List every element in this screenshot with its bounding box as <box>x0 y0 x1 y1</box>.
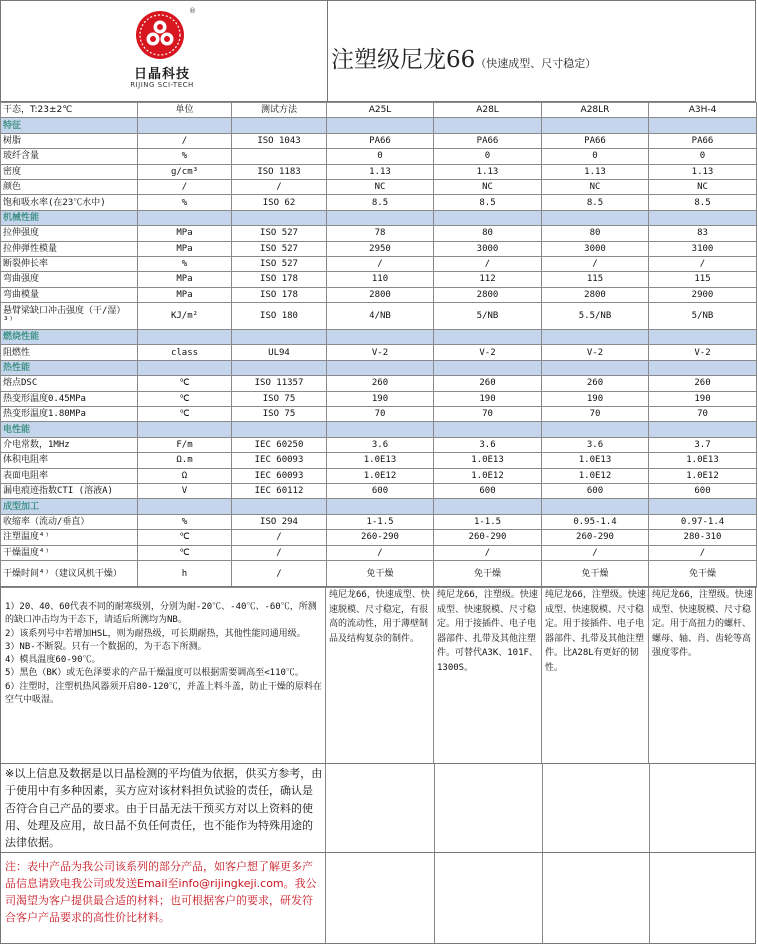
table-row <box>1 391 757 406</box>
section-fill <box>434 360 542 375</box>
cell-a3h-4: / <box>649 545 757 560</box>
cell-a25l: 0 <box>327 149 434 164</box>
section-row <box>1 422 757 437</box>
footnote: 1）20、40、60代表不同的耐寒级别，分别为耐-20℃、-40℃、-60℃，所测的缺口冲击均为干态下，请适后所测均为NB。 <box>5 602 317 626</box>
cell-unit: % <box>138 149 232 164</box>
cell-a3h-4: 3100 <box>649 241 757 256</box>
cell-property: 阻燃性 <box>1 345 138 360</box>
cell-a28lr: NC <box>542 179 649 194</box>
brand-name-en: RIJING SCI-TECH <box>130 81 194 89</box>
cell-a28lr: 260 <box>542 376 649 391</box>
table-row <box>1 149 757 164</box>
cell-a3h-4: 3.7 <box>649 437 757 452</box>
cell-property: 弯曲模量 <box>1 287 138 302</box>
table-row <box>1 468 757 483</box>
table-row <box>1 272 757 287</box>
cell-a28l: 80 <box>434 226 542 241</box>
cell-a3h-4: 0.97-1.4 <box>649 514 757 529</box>
cell-property: 热变形温度0.45MPa <box>1 391 138 406</box>
cell-a28l: 70 <box>434 407 542 422</box>
section-fill <box>542 360 649 375</box>
cell-a28l: / <box>434 545 542 560</box>
cell-test-method: ISO 75 <box>232 391 327 406</box>
cell-unit: % <box>138 514 232 529</box>
section-label: 特征 <box>1 118 138 133</box>
cell-a28lr: 8.5 <box>542 195 649 210</box>
cell-a3h-4: PA66 <box>649 133 757 148</box>
section-fill <box>138 499 232 514</box>
cell-unit: ℃ <box>138 407 232 422</box>
cell-a25l: NC <box>327 179 434 194</box>
cell-a25l: 2950 <box>327 241 434 256</box>
cell-a25l: 3.6 <box>327 437 434 452</box>
desc-a28lr: 纯尼龙66，注塑级。快速成型、快速脱模、尺寸稳定。用于接插件、电子电器部件、扎带及其他注塑件。比A28L有更好的韧性。 <box>542 587 649 763</box>
cell-a25l: 70 <box>327 407 434 422</box>
section-fill <box>138 210 232 225</box>
cell-unit: ℃ <box>138 391 232 406</box>
cell-a3h-4: V-2 <box>649 345 757 360</box>
cell-unit: V <box>138 483 232 498</box>
cell-unit: MPa <box>138 226 232 241</box>
section-fill <box>232 330 327 345</box>
cell-a25l: 1.0E12 <box>327 468 434 483</box>
cell-property: 断裂伸长率 <box>1 256 138 271</box>
cell-a28l: / <box>434 256 542 271</box>
section-fill <box>138 330 232 345</box>
cell-a25l: 4/NB <box>327 303 434 330</box>
desc-a28l: 纯尼龙66，注塑级。快速成型、快速脱模、尺寸稳定。用于接插件、电子电器部件、扎带及其他注塑件。可替代A3K、101F、1300S。 <box>434 587 542 763</box>
cell-a3h-4: 1.0E13 <box>649 453 757 468</box>
section-label: 机械性能 <box>1 210 138 225</box>
table-row <box>1 453 757 468</box>
cell-a28lr: 免干燥 <box>542 560 649 587</box>
cell-a28lr: 1.13 <box>542 164 649 179</box>
section-fill <box>649 330 757 345</box>
cell-a3h-4: NC <box>649 179 757 194</box>
cell-test-method: ISO 11357 <box>232 376 327 391</box>
cell-a28l: 260 <box>434 376 542 391</box>
section-fill <box>434 118 542 133</box>
cell-unit: MPa <box>138 272 232 287</box>
cell-unit: ℃ <box>138 376 232 391</box>
cell-a28l: 3.6 <box>434 437 542 452</box>
cell-a3h-4: 5/NB <box>649 303 757 330</box>
cell-a28lr: 115 <box>542 272 649 287</box>
property-table <box>0 102 757 588</box>
cell-a25l: / <box>327 545 434 560</box>
notes-block <box>0 586 756 764</box>
section-fill <box>649 360 757 375</box>
cell-a28lr: 0.95-1.4 <box>542 514 649 529</box>
footnotes <box>1 587 326 763</box>
cell-test-method: ISO 62 <box>232 195 327 210</box>
section-fill <box>138 422 232 437</box>
section-row <box>1 360 757 375</box>
cell-a25l: PA66 <box>327 133 434 148</box>
cell-test-method: ISO 527 <box>232 256 327 271</box>
section-label: 燃烧性能 <box>1 330 138 345</box>
section-fill <box>327 360 434 375</box>
cell-property: 拉伸强度 <box>1 226 138 241</box>
cell-unit: / <box>138 133 232 148</box>
cell-property: 干燥温度⁴⁾ <box>1 545 138 560</box>
section-fill <box>232 360 327 375</box>
cell-test-method: ISO 180 <box>232 303 327 330</box>
divider <box>542 764 543 852</box>
cell-test-method: ISO 294 <box>232 514 327 529</box>
cell-a28l: PA66 <box>434 133 542 148</box>
cell-a28lr: 80 <box>542 226 649 241</box>
section-label: 成型加工 <box>1 499 138 514</box>
cell-test-method: ISO 1183 <box>232 164 327 179</box>
cell-property: 悬臂梁缺口冲击强度（干/湿）³⁾ <box>1 303 138 330</box>
cell-a28l: 免干燥 <box>434 560 542 587</box>
cell-a25l: 2800 <box>327 287 434 302</box>
table-row <box>1 303 757 330</box>
section-row <box>1 330 757 345</box>
cell-a28lr: 2800 <box>542 287 649 302</box>
cell-a28l: 0 <box>434 149 542 164</box>
cell-a28lr: V-2 <box>542 345 649 360</box>
cell-a3h-4: 70 <box>649 407 757 422</box>
cell-a28lr: / <box>542 256 649 271</box>
table-row <box>1 376 757 391</box>
cell-a28l: 1.13 <box>434 164 542 179</box>
section-fill <box>542 118 649 133</box>
cell-property: 介电常数，1MHz <box>1 437 138 452</box>
table-row <box>1 560 757 587</box>
cell-test-method: / <box>232 545 327 560</box>
table-row <box>1 437 757 452</box>
cell-a3h-4: 1.0E12 <box>649 468 757 483</box>
cell-a25l: 免干燥 <box>327 560 434 587</box>
cell-a25l: V-2 <box>327 345 434 360</box>
logo-cell <box>1 1 328 101</box>
brand-name-cn: 日晶科技 <box>133 67 190 82</box>
table-row <box>1 241 757 256</box>
cell-a28lr: 260-290 <box>542 530 649 545</box>
cell-a3h-4: 免干燥 <box>649 560 757 587</box>
cell-a28lr: 190 <box>542 391 649 406</box>
divider <box>649 764 650 852</box>
table-row <box>1 195 757 210</box>
cell-a3h-4: 280-310 <box>649 530 757 545</box>
section-fill <box>434 422 542 437</box>
section-fill <box>327 422 434 437</box>
header-test-method: 测试方法 <box>232 103 327 118</box>
cell-test-method: ISO 1043 <box>232 133 327 148</box>
footnote: 4）模具温度60-90℃。 <box>5 655 101 666</box>
section-label: 热性能 <box>1 360 138 375</box>
cell-a25l: 260-290 <box>327 530 434 545</box>
cell-unit: MPa <box>138 287 232 302</box>
cell-a28l: 190 <box>434 391 542 406</box>
cell-unit: F/m <box>138 437 232 452</box>
section-fill <box>232 422 327 437</box>
header-a28l: A28L <box>434 103 542 118</box>
cell-a28l: 260-290 <box>434 530 542 545</box>
cell-test-method: / <box>232 179 327 194</box>
disclaimer-block <box>0 763 756 853</box>
cell-a3h-4: 0 <box>649 149 757 164</box>
section-fill <box>232 499 327 514</box>
desc-a3h-4: 纯尼龙66，注塑级。快速成型、快速脱模、尺寸稳定。用于高扭力的螺杆、螺母、轴、肖、齿轮等高强度零件。 <box>652 590 753 659</box>
cell-property: 熔点DSC <box>1 376 138 391</box>
section-fill <box>232 210 327 225</box>
disclaimer-text: ※以上信息及数据是以日晶检测的平均值为依据，供买方参考，由于使用中有多种因素，买方应对该材料担负试验的责任，确认是否符合自己产品的要求。由于日晶无法干预买方对以上资料的使用、处理及应用，故日晶不负任何责任，也不能作为特殊用途的法律依据。 <box>1 764 326 852</box>
section-fill <box>327 118 434 133</box>
cell-a28l: 2800 <box>434 287 542 302</box>
cell-property: 树脂 <box>1 133 138 148</box>
section-fill <box>542 499 649 514</box>
table-row <box>1 530 757 545</box>
cell-unit: / <box>138 179 232 194</box>
cell-test-method: IEC 60093 <box>232 453 327 468</box>
cell-property: 颜色 <box>1 179 138 194</box>
section-fill <box>649 118 757 133</box>
contact-note-text: 注：表中产品为我公司该系列的部分产品，如客户想了解更多产品信息请致电我公司或发送Email至info@rijingkeji.com。我公司渴望为客户提供最合适的材料；也可根据客户的要求，研发符合客户产品要求的高性价比材料。 <box>1 853 326 943</box>
header <box>0 0 756 102</box>
cell-a28l: 1.0E13 <box>434 453 542 468</box>
cell-a28lr: 3000 <box>542 241 649 256</box>
table-row <box>1 514 757 529</box>
cell-a28lr: 0 <box>542 149 649 164</box>
cell-test-method: IEC 60250 <box>232 437 327 452</box>
cell-a28l: 112 <box>434 272 542 287</box>
table-row <box>1 226 757 241</box>
cell-test-method: ISO 75 <box>232 407 327 422</box>
table-row <box>1 287 757 302</box>
cell-test-method: ISO 527 <box>232 241 327 256</box>
header-a25l: A25L <box>327 103 434 118</box>
registered-mark: ® <box>189 7 196 15</box>
cell-property: 注塑温度⁴⁾ <box>1 530 138 545</box>
section-fill <box>434 210 542 225</box>
cell-test-method: / <box>232 560 327 587</box>
section-label: 电性能 <box>1 422 138 437</box>
divider <box>649 853 650 943</box>
cell-a25l: 600 <box>327 483 434 498</box>
cell-unit: MPa <box>138 241 232 256</box>
cell-property: 拉伸弹性模量 <box>1 241 138 256</box>
title-sub: （快速成型、尺寸稳定） <box>475 57 597 70</box>
cell-a28lr: / <box>542 545 649 560</box>
cell-property: 玻纤含量 <box>1 149 138 164</box>
table-row <box>1 545 757 560</box>
cell-test-method: ISO 178 <box>232 287 327 302</box>
cell-unit: % <box>138 256 232 271</box>
cell-a25l: / <box>327 256 434 271</box>
cell-a25l: 260 <box>327 376 434 391</box>
section-fill <box>327 210 434 225</box>
title-main: 注塑级尼龙66 <box>331 47 476 73</box>
section-fill <box>542 330 649 345</box>
cell-unit: g/cm³ <box>138 164 232 179</box>
cell-unit: KJ/m² <box>138 303 232 330</box>
section-fill <box>542 210 649 225</box>
contact-note-block <box>0 852 756 944</box>
cell-a28lr: 70 <box>542 407 649 422</box>
cell-a28l: V-2 <box>434 345 542 360</box>
cell-a3h-4: 115 <box>649 272 757 287</box>
section-fill <box>232 118 327 133</box>
cell-a28lr: 1.0E12 <box>542 468 649 483</box>
cell-property: 漏电痕迹指数CTI (溶液A) <box>1 483 138 498</box>
header-a28lr: A28LR <box>542 103 649 118</box>
cell-test-method: ISO 527 <box>232 226 327 241</box>
table-row <box>1 256 757 271</box>
cell-a28lr: 600 <box>542 483 649 498</box>
cell-property: 密度 <box>1 164 138 179</box>
section-fill <box>434 330 542 345</box>
cell-test-method: UL94 <box>232 345 327 360</box>
table-row <box>1 345 757 360</box>
property-table-body <box>1 103 757 588</box>
rijing-logo-icon <box>134 9 186 61</box>
header-unit: 单位 <box>138 103 232 118</box>
cell-unit: class <box>138 345 232 360</box>
cell-a3h-4: 83 <box>649 226 757 241</box>
table-header-row <box>1 103 757 118</box>
section-fill <box>138 118 232 133</box>
cell-unit: ℃ <box>138 545 232 560</box>
section-fill <box>542 422 649 437</box>
cell-property: 饱和吸水率(在23℃水中) <box>1 195 138 210</box>
section-fill <box>649 499 757 514</box>
cell-a3h-4: / <box>649 256 757 271</box>
section-fill <box>649 422 757 437</box>
cell-property: 体积电阻率 <box>1 453 138 468</box>
footnote: 6）注塑时，注塑机热风器须开启80-120℃，并盖上料斗盖，防止干燥的原料在空气中吸湿。 <box>5 681 322 706</box>
cell-a28lr: PA66 <box>542 133 649 148</box>
cell-a25l: 1-1.5 <box>327 514 434 529</box>
section-fill <box>138 360 232 375</box>
cell-a3h-4: 260 <box>649 376 757 391</box>
cell-a3h-4: 600 <box>649 483 757 498</box>
footnote: 5）黑色（BK）或无色泽要求的产品干燥温度可以根据需要调高至<110℃。 <box>5 668 304 679</box>
cell-unit: Ω <box>138 468 232 483</box>
cell-property: 热变形温度1.80MPa <box>1 407 138 422</box>
cell-a28l: 1.0E12 <box>434 468 542 483</box>
section-row <box>1 210 757 225</box>
cell-a28l: 5/NB <box>434 303 542 330</box>
desc-a25l: 纯尼龙66，快速成型、快速脱模、尺寸稳定，有很高的流动性，用于薄壁制品及结构复杂的制件。 <box>326 587 434 763</box>
cell-test-method <box>232 149 327 164</box>
cell-a3h-4: 8.5 <box>649 195 757 210</box>
cell-a25l: 1.0E13 <box>327 453 434 468</box>
cell-a3h-4: 190 <box>649 391 757 406</box>
cell-test-method: IEC 60093 <box>232 468 327 483</box>
cell-a28lr: 3.6 <box>542 437 649 452</box>
cell-unit: ℃ <box>138 530 232 545</box>
cell-test-method: / <box>232 530 327 545</box>
header-property: 干态，T:23±2℃ <box>1 103 138 118</box>
cell-a28l: NC <box>434 179 542 194</box>
cell-a28l: 8.5 <box>434 195 542 210</box>
cell-property: 干燥时间⁴⁾（建议风机干燥） <box>1 560 138 587</box>
cell-a25l: 190 <box>327 391 434 406</box>
cell-a28l: 3000 <box>434 241 542 256</box>
cell-property: 表面电阻率 <box>1 468 138 483</box>
table-row <box>1 483 757 498</box>
cell-a3h-4: 2900 <box>649 287 757 302</box>
table-row <box>1 407 757 422</box>
cell-a25l: 78 <box>327 226 434 241</box>
table-row <box>1 164 757 179</box>
cell-a28lr: 1.0E13 <box>542 453 649 468</box>
cell-a3h-4: 1.13 <box>649 164 757 179</box>
section-fill <box>434 499 542 514</box>
product-title <box>331 41 596 74</box>
cell-a25l: 8.5 <box>327 195 434 210</box>
section-fill <box>327 499 434 514</box>
divider <box>434 764 435 852</box>
footnote: 3）NB-不断裂。只有一个数据的，为干态下所测。 <box>5 641 207 652</box>
cell-property: 收缩率（流动/垂直） <box>1 514 138 529</box>
section-fill <box>649 210 757 225</box>
divider <box>542 853 543 943</box>
cell-a25l: 1.13 <box>327 164 434 179</box>
cell-test-method: IEC 60112 <box>232 483 327 498</box>
divider <box>434 853 435 943</box>
table-row <box>1 179 757 194</box>
cell-property: 弯曲强度 <box>1 272 138 287</box>
cell-a25l: 110 <box>327 272 434 287</box>
footnote: 2）该系列号中若增加HSL，则为耐热级，可长期耐热，其他性能同通用级。 <box>5 628 306 639</box>
cell-unit: Ω.m <box>138 453 232 468</box>
cell-a28lr: 5.5/NB <box>542 303 649 330</box>
cell-unit: h <box>138 560 232 587</box>
section-row <box>1 499 757 514</box>
section-row <box>1 118 757 133</box>
cell-a28l: 600 <box>434 483 542 498</box>
cell-unit: % <box>138 195 232 210</box>
cell-test-method: ISO 178 <box>232 272 327 287</box>
table-row <box>1 133 757 148</box>
section-fill <box>327 330 434 345</box>
cell-a28l: 1-1.5 <box>434 514 542 529</box>
header-a3h-4: A3H-4 <box>649 103 757 118</box>
